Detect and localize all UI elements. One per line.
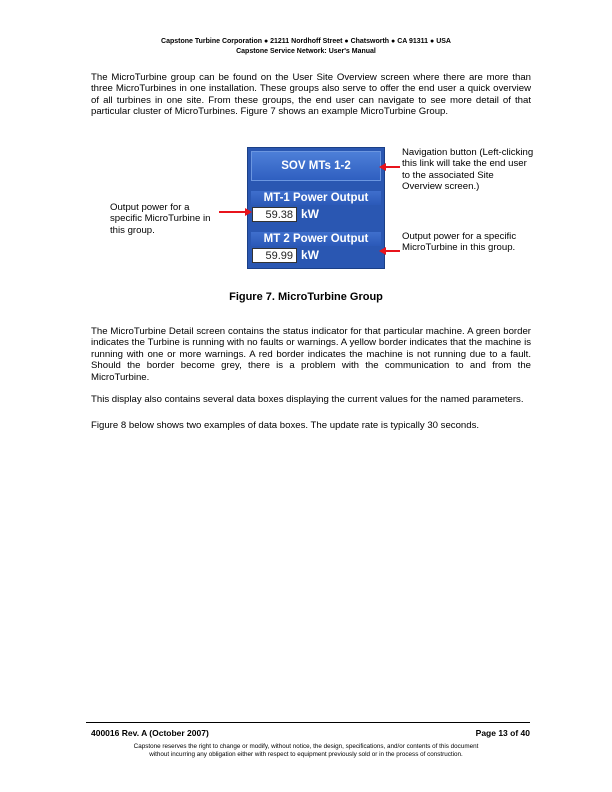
mt1-power-title: MT-1 Power Output [251,191,381,205]
footer-disclaimer-2: without incurring any obligation either with respect to equipment previously sold or in the process of construction. [149,751,463,758]
arrow-bottom-line [385,250,400,252]
figure-caption: Figure 7. MicroTurbine Group [229,291,383,303]
arrow-left-line [219,211,246,213]
sov-navigation-button[interactable]: SOV MTs 1-2 [251,151,381,181]
mt2-power-title: MT 2 Power Output [251,232,381,246]
mt1-power-value: 59.38 [252,207,297,222]
footer-doc-id: 400016 Rev. A (October 2007) [91,728,209,738]
paragraph-3: This display also contains several data boxes displaying the current values for the named parameters. [91,394,524,405]
note-right-top: Navigation button (Left-clicking this link will take the end user to the associated Site Overview screen.) [402,147,534,193]
paragraph-2: The MicroTurbine Detail screen contains the status indicator for that particular machine. A green border indicates the Turbine is running with no faults or warnings. A yellow border indicates that the machine is running with one or more warnings. A red border indicates the machine is not running due to a fault. Should the border become grey, there is a problem with the communication to and from the MicroTurbine. [91,326,531,383]
paragraph-4: Figure 8 below shows two examples of data boxes. The update rate is typically 30 seconds. [91,420,480,431]
mt2-power-value: 59.99 [252,248,297,263]
arrow-top-line [385,166,400,168]
mt1-power-unit: kW [301,207,319,221]
footer-page-number: Page 13 of 40 [475,728,530,738]
note-right-bottom: Output power for a specific MicroTurbine in this group. [402,231,517,254]
arrow-left-head-icon [245,208,252,216]
paragraph-1: The MicroTurbine group can be found on the User Site Overview screen where there are more than three MicroTurbines in one installation. These groups also serve to offer the end user a quick overview of all turbines in one site. From these groups, the end user can navigate to see more detail of that particular cluster of MicroTurbines. Figure 7 shows an example MicroTurbine Group. [91,72,531,118]
header-line-1: Capstone Turbine Corporation ● 21211 Nordhoff Street ● Chatsworth ● CA 91311 ● USA [161,38,451,45]
footer-rule [86,722,530,723]
header-line-2: Capstone Service Network: User's Manual [236,48,376,55]
microturbine-group-panel [247,147,385,269]
footer-disclaimer-1: Capstone reserves the right to change or modify, without notice, the design, specifications, and/or contents of this document [133,743,479,750]
mt2-power-unit: kW [301,248,319,262]
note-left: Output power for a specific MicroTurbine in this group. [110,202,211,236]
